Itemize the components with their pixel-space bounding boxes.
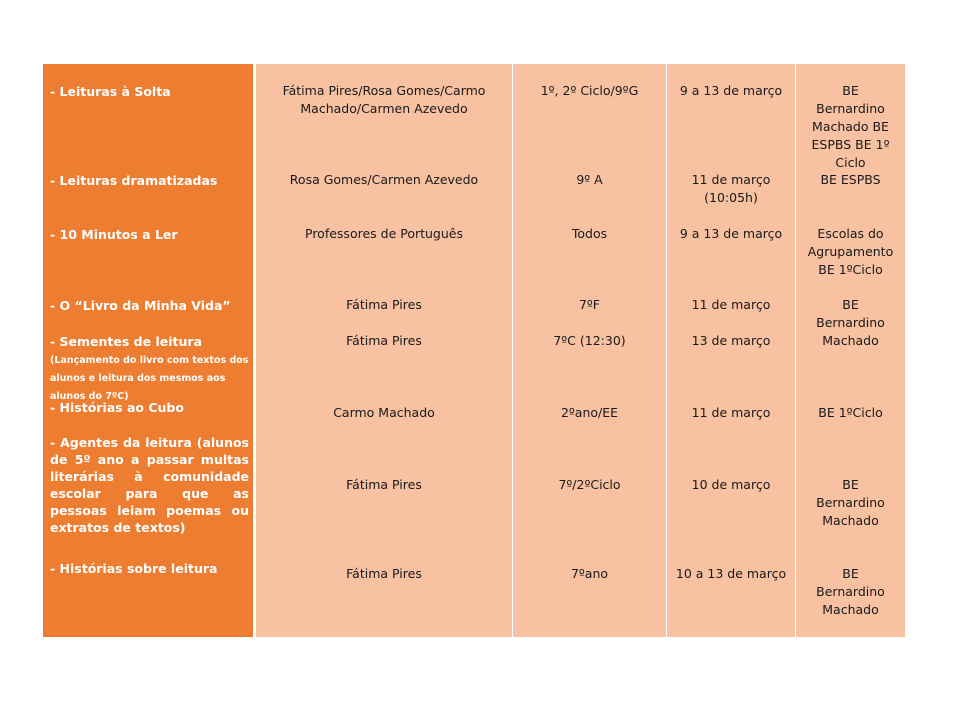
responsible-cell: Fátima Pires	[346, 333, 422, 348]
responsible-cell: Rosa Gomes/Carmen Azevedo	[289, 172, 479, 187]
date-cell: 13 de março	[691, 333, 771, 348]
date-cell: 10 a 13 de março	[675, 566, 787, 581]
place-cell: BE Bernardino Machado	[816, 477, 885, 528]
responsible-cell: Fátima Pires/Rosa Gomes/Carmo Machado/Carmen Azevedo	[282, 83, 486, 116]
place-cell: BE Bernardino Machado BE ESPBS BE 1º Ciclo	[811, 83, 890, 170]
class-cell: 1º, 2º Ciclo/9ºG	[540, 83, 639, 98]
date-cell: 10 de março	[691, 477, 771, 492]
class-column	[512, 64, 666, 637]
class-cell: 7º/2ºCiclo	[558, 477, 621, 492]
responsible-cell: Fátima Pires	[346, 297, 422, 312]
place-cell: BE Bernardino Machado	[816, 297, 885, 348]
activity-historias-sobre-leitura: - Histórias sobre leitura	[50, 561, 218, 576]
class-cell: 7ºano	[570, 566, 609, 581]
responsible-cell: Fátima Pires	[346, 477, 422, 492]
place-cell: BE Bernardino Machado	[816, 566, 885, 617]
responsible-cell: Fátima Pires	[346, 566, 422, 581]
responsible-cell: Professores de Português	[305, 226, 463, 241]
date-column	[666, 64, 795, 637]
place-cell: BE 1ºCiclo	[818, 405, 883, 420]
class-cell: 2ºano/EE	[560, 405, 619, 420]
activity-10-minutos-a-ler: - 10 Minutos a Ler	[50, 227, 178, 242]
date-cell: 9 a 13 de março	[679, 83, 783, 98]
date-cell: 11 de março	[691, 297, 771, 312]
place-column	[795, 64, 905, 637]
activity-historias-ao-cubo: - Histórias ao Cubo	[50, 400, 184, 415]
activity-leituras-dramatizadas: - Leituras dramatizadas	[50, 173, 218, 188]
responsible-column	[256, 64, 512, 637]
class-cell: 7ºF	[578, 297, 601, 312]
date-cell: 9 a 13 de março	[679, 226, 783, 241]
activity-column	[43, 64, 253, 637]
class-cell: Todos	[571, 226, 608, 241]
activity-leituras-a-solta: - Leituras à Solta	[50, 84, 171, 99]
activity-agentes-da-leitura: - Agentes da leitura (alunos de 5º ano a passar multas literárias à comunidade escolar para que as pessoas leiam poemas ou extratos de textos)	[50, 435, 249, 535]
responsible-cell: Carmo Machado	[333, 405, 435, 420]
activity-livro-da-minha-vida: - O “Livro da Minha Vida”	[50, 298, 231, 313]
place-cell: BE ESPBS	[820, 172, 881, 187]
place-cell: Escolas do Agrupamento BE 1ºCiclo	[807, 226, 894, 277]
class-cell: 7ºC (12:30)	[553, 333, 626, 348]
date-cell: 11 de março	[691, 405, 771, 420]
activity-sementes-de-leitura	[50, 333, 249, 404]
class-cell: 9º A	[576, 172, 603, 187]
date-cell: 11 de março (10:05h)	[691, 172, 771, 205]
activity-sementes-note: (Lançamento do livro com textos dos alunos e leitura dos mesmos aos alunos do 7ºC)	[50, 355, 249, 402]
activity-sementes-title: - Sementes de leitura	[50, 334, 202, 349]
